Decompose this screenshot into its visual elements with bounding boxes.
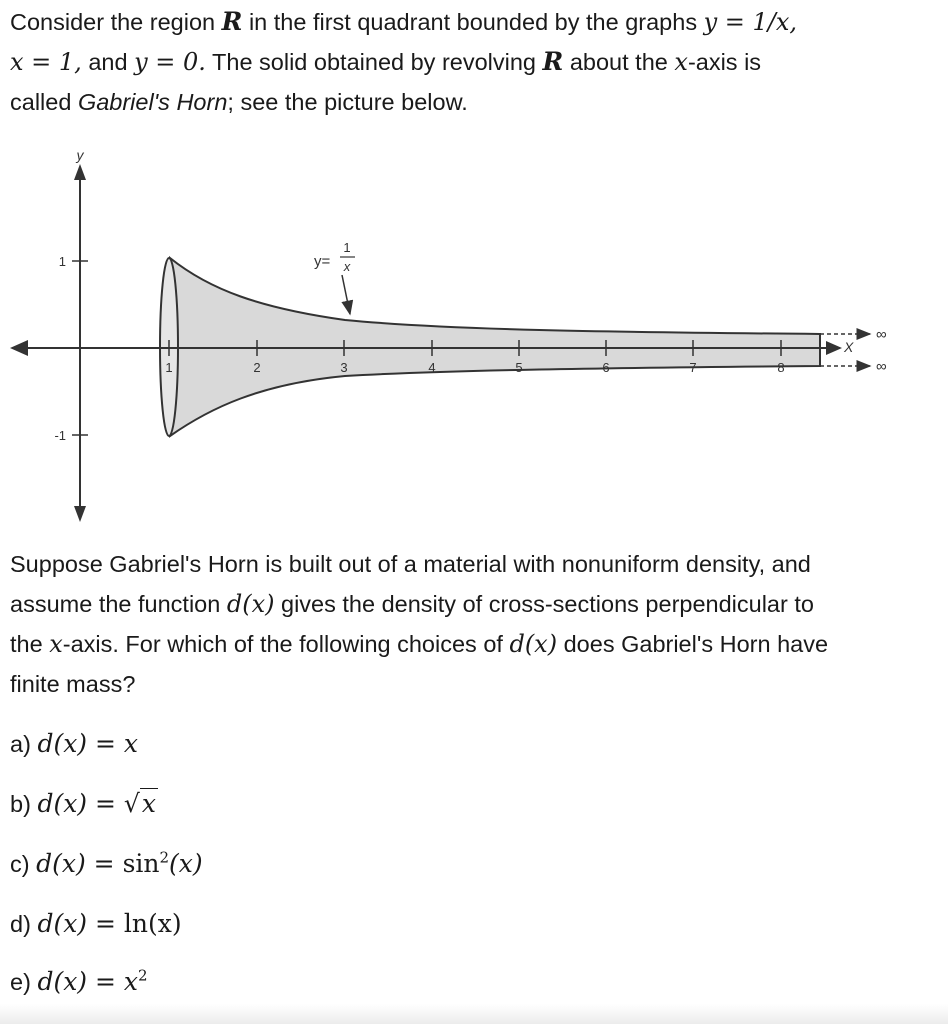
choice-c-exponent: 2 [159,848,170,867]
choice-a-lhs: d(x) = [37,729,124,758]
choice-e-rhs: x [123,967,138,996]
choice-d-rhs: ln(x) [123,909,182,938]
choice-e-lhs: d(x) = [37,967,124,996]
question-text-4: finite mass? [10,671,136,697]
x-tick-label-5: 5 [515,360,523,375]
x-tick-label-3: 3 [340,360,348,375]
choice-c-lhs: d(x) = [36,849,123,878]
y-tick-label-neg1: -1 [54,428,66,443]
horn-diagram-svg [0,140,948,530]
gabriels-horn-figure [0,140,948,530]
bottom-shadow-strip [0,1004,948,1024]
choice-c-rhs: sin [122,849,160,878]
choice-b[interactable] [10,784,158,824]
intro-paragraph [10,2,940,122]
choice-e[interactable] [10,962,148,1002]
axis-variable: x [674,48,688,76]
region-symbol: R [221,7,243,36]
choice-c[interactable] [10,844,203,884]
question-paragraph [10,544,940,704]
axis-variable-2: x [49,630,63,658]
intro-text-8: ; see the picture below. [227,89,468,115]
curve-label-denominator: x [343,259,351,274]
equation-x-equals-1: x = 1, [10,48,82,76]
y-axis-down-arrow [74,506,86,522]
infinity-bottom-label: ∞ [876,358,887,375]
curve-label-prefix: y= [314,253,331,270]
choice-b-rhs: x [141,789,156,818]
intro-text-5: about the [563,49,675,75]
choice-b-lhs: d(x) = [37,789,124,818]
density-function-2: d(x) [509,630,558,658]
choice-d-label: d) [10,911,31,937]
question-text-1: Suppose Gabriel's Horn is built out of a material with nonuniform density, and [10,551,811,577]
question-text-3b: -axis. For which of the following choices of [62,631,510,657]
region-symbol-2: R [542,47,564,76]
x-axis-right-arrow [826,341,842,355]
x-tick-label-2: 2 [253,360,261,375]
x-tick-label-6: 6 [602,360,610,375]
choice-c-label: c) [10,851,30,877]
choice-e-exponent: 2 [138,966,148,985]
y-axis-up-arrow [74,164,86,180]
intro-text-4: The solid obtained by revolving [205,49,543,75]
sqrt-symbol: √x [123,789,156,818]
choice-e-label: e) [10,969,31,995]
choice-d[interactable] [10,904,182,944]
choice-a[interactable] [10,724,138,764]
intro-text-2: in the first quadrant bounded by the graphs [242,9,704,35]
horn-name: Gabriel's Horn [77,89,228,115]
question-text-3a: the [10,631,50,657]
curve-label-pointer [342,275,350,314]
x-tick-label-8: 8 [777,360,785,375]
curve-label-numerator: 1 [343,240,351,255]
density-function: d(x) [226,590,275,618]
x-tick-label-4: 4 [428,360,436,375]
y-axis-label: y [76,147,84,163]
equation-y-equals-0: y = 0. [134,48,206,76]
intro-text-7: called [10,89,78,115]
choice-b-label: b) [10,791,31,817]
intro-text-6: -axis is [687,49,762,75]
x-tick-label-1: 1 [165,360,173,375]
choice-d-lhs: d(x) = [37,909,124,938]
question-text-3c: does Gabriel's Horn have [557,631,829,657]
intro-text-1: Consider the region [10,9,222,35]
x-axis-left-arrow [10,340,28,356]
infinity-top-label: ∞ [876,326,887,343]
equation-y-1-over-x: y = 1/x, [703,8,798,36]
x-tick-label-7: 7 [689,360,697,375]
question-text-2a: assume the function [10,591,227,617]
choice-a-rhs: x [123,729,138,758]
y-tick-label-1: 1 [58,254,66,269]
x-axis-label: X [844,339,854,355]
choice-c-tail: (x) [169,849,203,878]
intro-text-3: and [81,49,135,75]
choice-a-label: a) [10,731,31,757]
question-text-2b: gives the density of cross-sections perpendicular to [274,591,814,617]
